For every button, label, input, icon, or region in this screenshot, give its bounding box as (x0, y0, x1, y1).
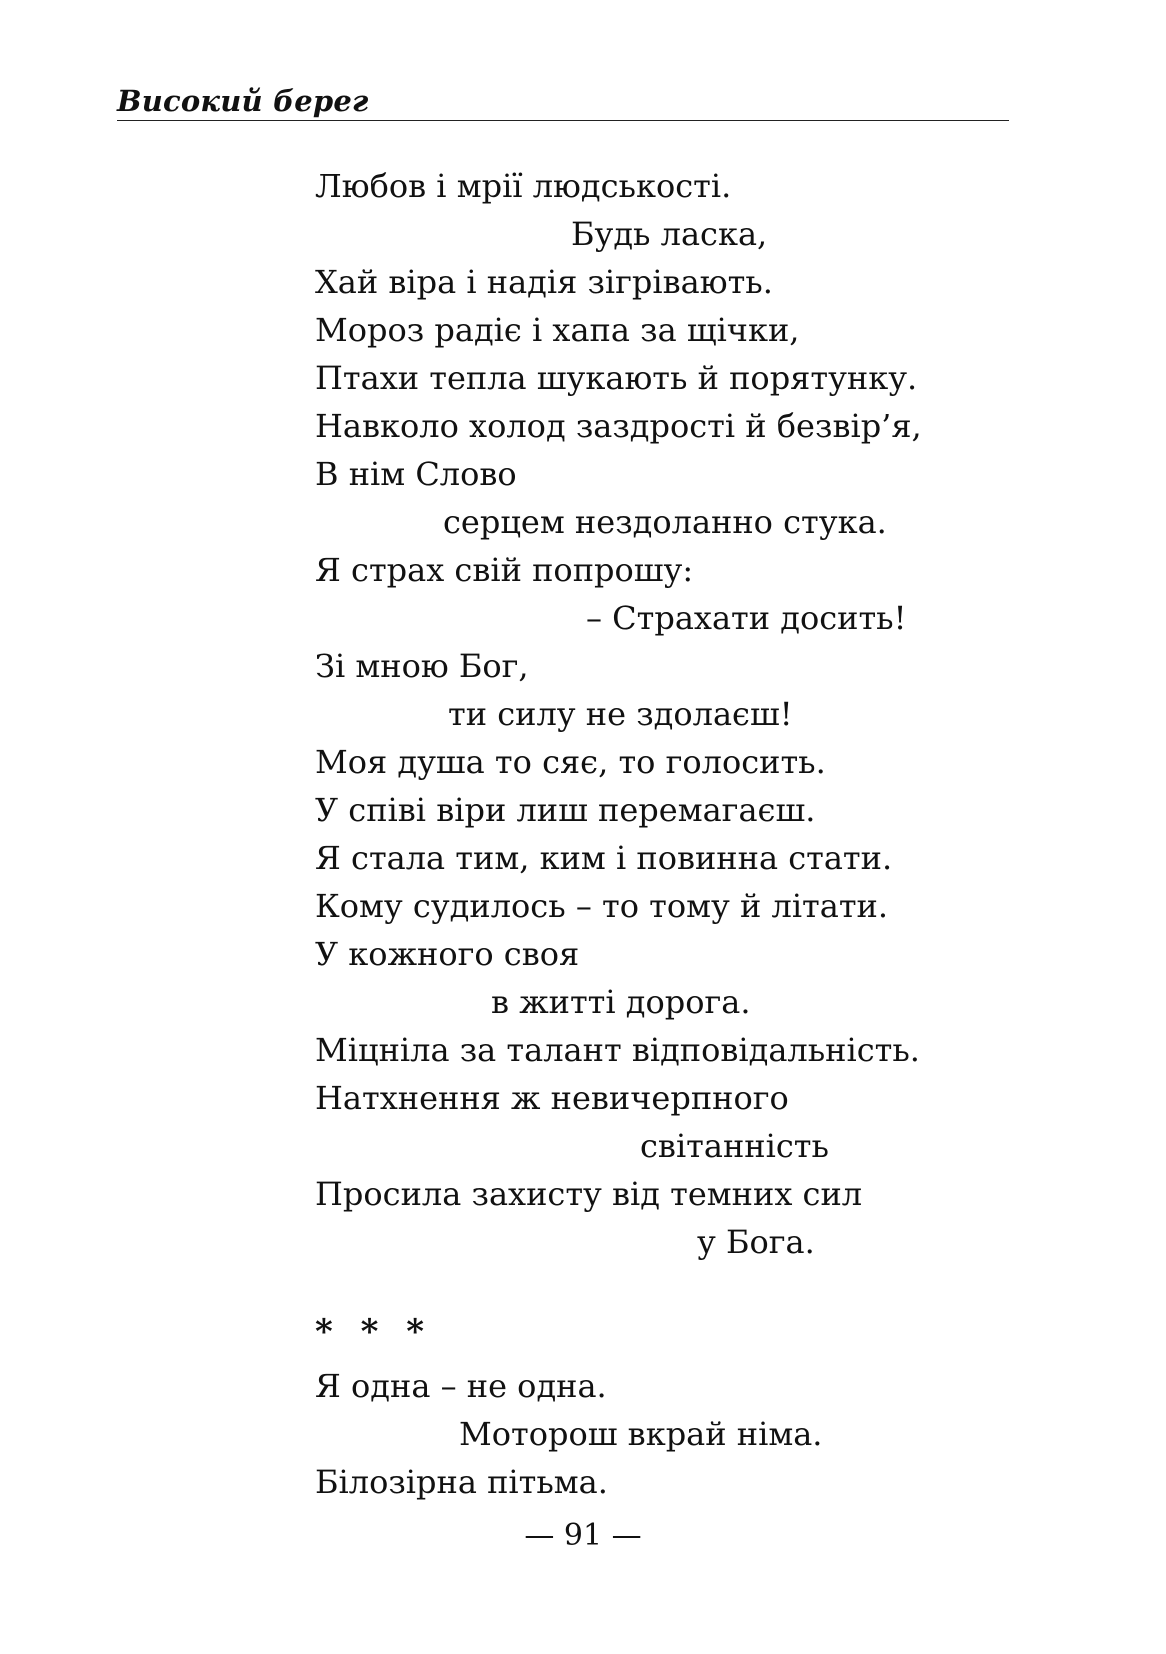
running-header-title: Високий берег (117, 84, 369, 118)
poem-line: Моя душа то сяє, то голосить. (315, 743, 826, 781)
poem-line: Навколо холод заздрості й безвір’я, (315, 407, 922, 445)
poem-line: Білозірна пітьма. (315, 1463, 608, 1501)
poem-line: Кому судилось – то тому й літати. (315, 887, 889, 925)
poem-line: В нім Слово (315, 455, 517, 493)
poem-line: Мороз радіє і хапа за щічки, (315, 311, 800, 349)
poem-line: Птахи тепла шукають й порятунку. (315, 359, 918, 397)
poem-line: Зі мною Бог, (315, 647, 529, 685)
page-number: — 91 — (524, 1518, 642, 1553)
poem-line: Я страх свій попрошу: (315, 551, 694, 589)
poem-line: Просила захисту від темних сил (315, 1175, 863, 1213)
poem-line: У кожного своя (315, 935, 580, 973)
poem-line: в житті дорога. (491, 983, 751, 1021)
poem-line: Будь ласка, (571, 215, 768, 253)
poem-line: Я стала тим, ким і повинна стати. (315, 839, 893, 877)
section-separator: * * * (315, 1312, 433, 1352)
poem-line: світанність (640, 1127, 829, 1165)
poem-line: Моторош вкрай німа. (459, 1415, 823, 1453)
poem-line: ти силу не здолаєш! (448, 695, 793, 733)
poem-line: Міцніла за талант відповідальність. (315, 1031, 920, 1069)
poem-line: Хай віра і надія зігрівають. (315, 263, 773, 301)
poem-line: серцем нездоланно стука. (443, 503, 887, 541)
poem-line: У співі віри лиш перемагаєш. (315, 791, 816, 829)
poem-line: Я одна – не одна. (315, 1367, 607, 1405)
poem-line: Натхнення ж невичерпного (315, 1079, 789, 1117)
poem-line: Любов і мрії людськості. (315, 167, 732, 205)
poem-line: – Страхати досить! (586, 599, 907, 637)
poem-line: у Бога. (697, 1223, 815, 1261)
